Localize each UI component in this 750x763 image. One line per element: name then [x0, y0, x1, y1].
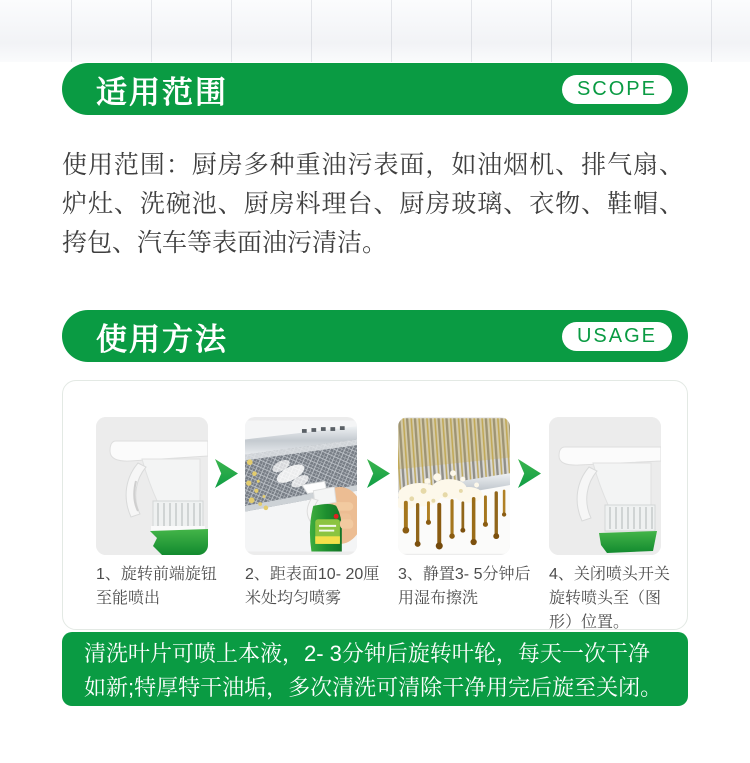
step2-image-range-hood	[245, 417, 357, 555]
step4-image-spray-head	[549, 417, 661, 555]
range-hood-spray-illustration	[245, 417, 357, 555]
step4-caption: 4、关闭喷头开关旋转喷头至（图形）位置。	[549, 566, 670, 631]
arrow-right-icon	[215, 459, 238, 488]
step3-image-grease-drips	[398, 417, 510, 555]
scope-section-header	[62, 63, 688, 115]
usage-section-header	[62, 310, 688, 362]
arrow-right-icon	[518, 459, 541, 488]
scope-description-text: 使用范围：厨房多种重油污表面，如油烟机、排气扇、炉灶、洗碗池、厨房料理台、厨房玻璃、衣物、鞋帽、挎包、汽车等表面油污清洁。	[62, 151, 684, 257]
step3-caption: 3、静置3- 5分钟后用湿布擦洗	[398, 566, 531, 607]
step1-caption: 1、旋转前端旋钮至能喷出	[96, 566, 217, 607]
scope-section-title: 适用范围	[96, 74, 228, 110]
spray-head-illustration	[96, 417, 208, 555]
usage-section-badge: USAGE	[562, 322, 672, 351]
step1-image-spray-head	[96, 417, 208, 555]
usage-section-title: 使用方法	[96, 321, 228, 357]
cleaning-tip-banner	[62, 632, 688, 706]
grease-dripping-illustration	[398, 417, 510, 555]
scope-section-badge: SCOPE	[562, 75, 672, 104]
arrow-right-icon	[367, 459, 390, 488]
step2-caption: 2、距表面10- 20厘米处均匀喷雾	[245, 566, 380, 607]
previous-section-tail	[0, 0, 750, 62]
usage-steps-panel	[62, 380, 688, 630]
spray-head-closed-illustration	[549, 417, 661, 555]
cleaning-tip-text: 清洗叶片可喷上本液，2- 3分钟后旋转叶轮，每天一次干净如新;特厚特干油垢，多次清洗可清除干净用完后旋至关闭。	[84, 641, 663, 700]
